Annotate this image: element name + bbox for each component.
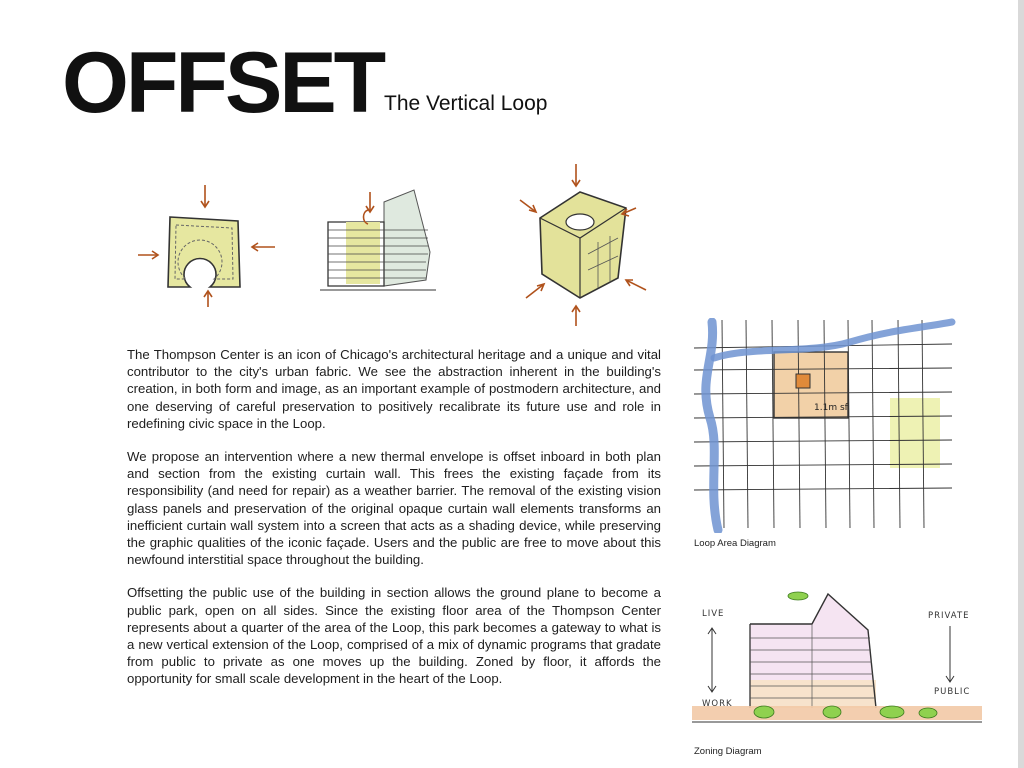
zoning-diagram-caption: Zoning Diagram <box>694 746 762 757</box>
zoning-label-private: PRIVATE <box>928 611 970 621</box>
loop-area-label: 1.1m sf <box>814 403 848 413</box>
zoning-label-live: LIVE <box>702 609 725 619</box>
loop-diagram-caption: Loop Area Diagram <box>694 538 776 549</box>
loop-area-diagram <box>690 318 960 533</box>
page-subtitle: The Vertical Loop <box>384 92 548 115</box>
zoning-diagram <box>692 588 982 738</box>
page-title: OFFSET <box>62 35 384 131</box>
section-offset-sketch <box>318 182 448 300</box>
plan-offset-sketch <box>130 175 280 315</box>
isometric-offset-sketch <box>510 158 660 330</box>
page-edge <box>1018 0 1024 768</box>
paragraph-2: We propose an intervention where a new thermal envelope is offset inboard in both plan and section from the existing curtain wall. This frees the existing façade from its responsibility (and need for repair) as a weather barrier. The removal of the existing vision glass panels and preservation of the original opaque curtain wall elements transforms an inefficient curtain wall system into a screen that acts as a shading device, while preserving the graphic qualities of the iconic façade. Users and the public are free to move about this newfound interstitial space throughout the building. <box>127 449 661 568</box>
paragraph-1: The Thompson Center is an icon of Chicago's architectural heritage and a unique and vital contributor to the city's urban fabric. We see the abstraction inherent in the building's creation, in both form and image, as an important example of postmodern architecture, and one deserving of careful preservation to positively recalibrate its future use and role in redefining civic space in the Loop. <box>127 347 661 431</box>
zoning-label-public: PUBLIC <box>934 687 971 697</box>
body-text <box>127 346 661 704</box>
zoning-label-work: WORK <box>702 699 733 709</box>
paragraph-3: Offsetting the public use of the building in section allows the ground plane to become a public park, open on all sides. Since the existing floor area of the Thompson Center represents about a quarter of the area of the Loop, this park becomes a gateway to what is a new vertical extension of the Loop, comprised of a mix of dynamic programs that gradate from public to private as one moves up the building. Zoned by floor, it affords the opportunity for small scale development in the heart of the Loop. <box>127 585 661 687</box>
